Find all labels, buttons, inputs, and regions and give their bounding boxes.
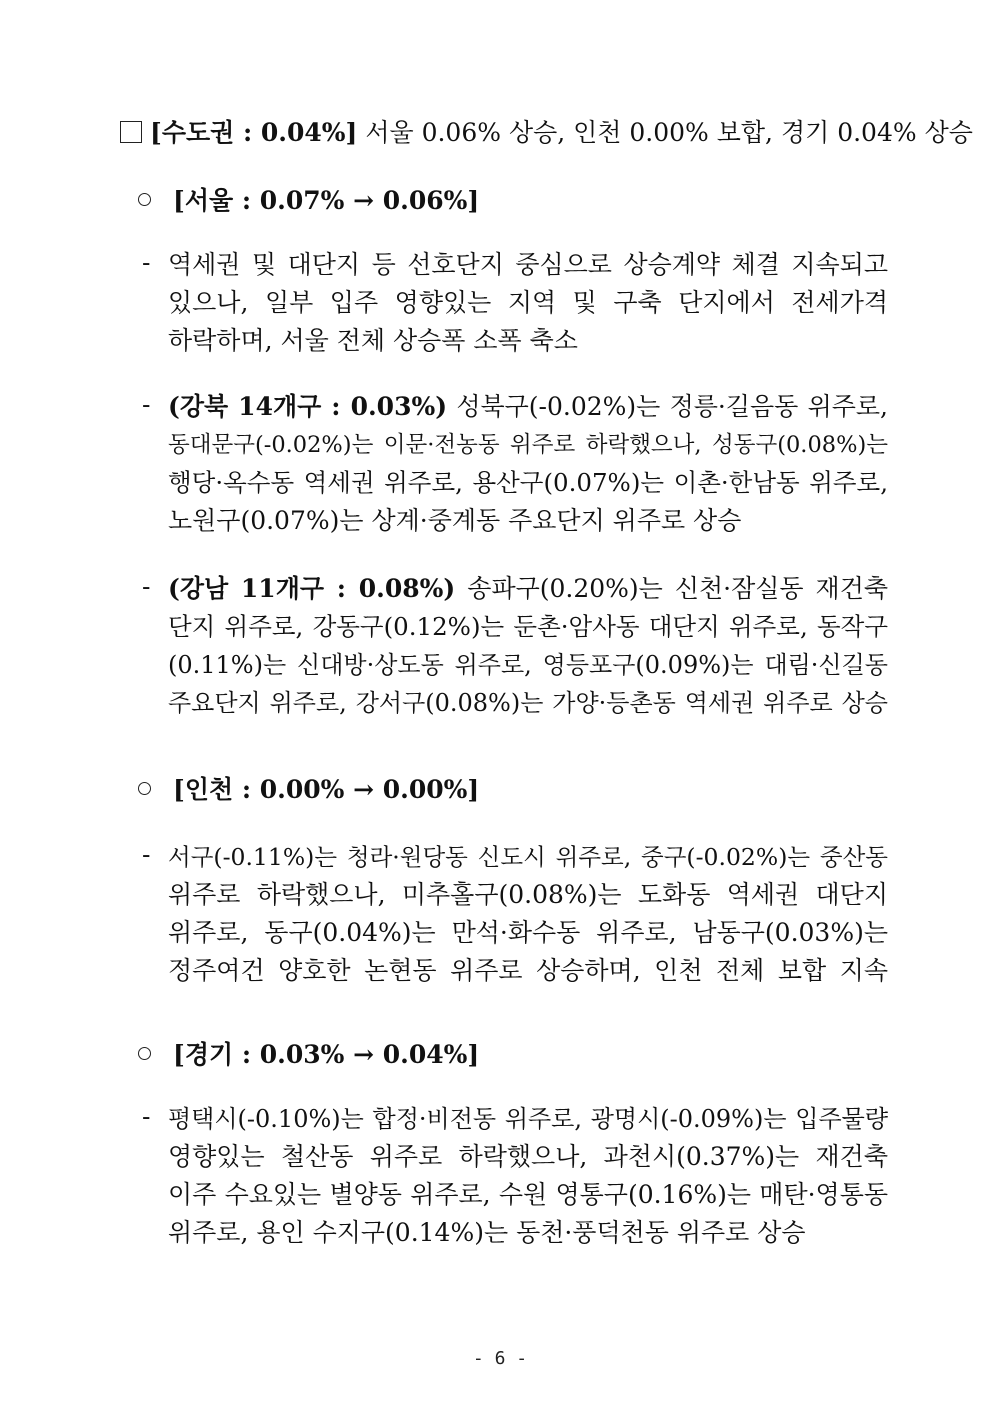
- dash-bullet: -: [142, 1102, 151, 1131]
- circle-bullet-icon: [138, 782, 151, 795]
- text-line: 행당·옥수동 역세권 위주로, 용산구(0.07%)는 이촌·한남동 위주로,: [168, 468, 888, 497]
- text-line: 역세권 및 대단지 등 선호단지 중심으로 상승계약 체결 지속되고: [168, 250, 888, 279]
- text-line: 노원구(0.07%)는 상계·중계동 주요단지 위주로 상승: [168, 506, 742, 535]
- text-line: 주요단지 위주로, 강서구(0.08%)는 가양·등촌동 역세권 위주로 상승: [168, 689, 888, 717]
- gyeonggi-heading: [138, 1038, 479, 1072]
- checkbox-square-icon: [120, 121, 142, 143]
- text-line: 위주로, 용인 수지구(0.14%)는 동천·풍덕천동 위주로 상승: [168, 1218, 806, 1247]
- text-line: 정주여건 양호한 논현동 위주로 상승하며, 인천 전체 보합 지속: [168, 956, 888, 985]
- dash-bullet: -: [142, 572, 151, 601]
- text-line: 단지 위주로, 강동구(0.12%)는 둔촌·암사동 대단지 위주로, 동작구: [168, 612, 888, 641]
- dash-bullet: -: [142, 840, 151, 869]
- dash-bullet: -: [142, 248, 151, 277]
- gangbuk-line-rest: 성북구(-0.02%)는 정릉·길음동 위주로,: [447, 392, 888, 421]
- gyeonggi-heading-text: [경기 : 0.03% → 0.04%]: [173, 1040, 480, 1069]
- text-line: 동대문구(-0.02%)는 이문·전농동 위주로 하락했으나, 성동구(0.08%)는: [168, 432, 888, 458]
- text-line: [168, 570, 888, 608]
- seoul-heading-text: [서울 : 0.07% → 0.06%]: [173, 186, 480, 215]
- text-line: [168, 388, 888, 426]
- text-line: 서구(-0.11%)는 청라·원당동 신도시 위주로, 중구(-0.02%)는 중산동: [168, 843, 888, 871]
- text-line: 영향있는 철산동 위주로 하락했으나, 과천시(0.37%)는 재건축: [168, 1142, 888, 1171]
- incheon-heading: [138, 773, 479, 807]
- text-line: 위주로, 동구(0.04%)는 만석·화수동 위주로, 남동구(0.03%)는: [168, 918, 888, 947]
- text-line: 평택시(-0.10%)는 합정·비전동 위주로, 광명시(-0.09%)는 입주물량: [168, 1105, 888, 1133]
- incheon-heading-text: [인천 : 0.00% → 0.00%]: [173, 775, 480, 804]
- gangnam-label: (강남 11개구 : 0.08%): [168, 574, 456, 603]
- capital-area-summary: 서울 0.06% 상승, 인천 0.00% 보합, 경기 0.04% 상승: [357, 118, 973, 147]
- capital-area-label: [수도권 : 0.04%]: [150, 118, 358, 147]
- seoul-heading: [138, 184, 479, 218]
- gangbuk-label: (강북 14개구 : 0.03%): [168, 392, 448, 421]
- gangnam-line-rest: 송파구(0.20%)는 신천·잠실동 재건축: [455, 574, 889, 603]
- section-header-capital-area: [120, 116, 973, 150]
- page-number: - 6 -: [472, 1348, 528, 1369]
- text-line: 이주 수요있는 별양동 위주로, 수원 영통구(0.16%)는 매탄·영통동: [168, 1180, 888, 1209]
- circle-bullet-icon: [138, 1047, 151, 1060]
- circle-bullet-icon: [138, 193, 151, 206]
- text-line: 하락하며, 서울 전체 상승폭 소폭 축소: [168, 326, 578, 355]
- text-line: (0.11%)는 신대방·상도동 위주로, 영등포구(0.09%)는 대림·신길동: [168, 651, 888, 679]
- text-line: 위주로 하락했으나, 미추홀구(0.08%)는 도화동 역세권 대단지: [168, 880, 888, 909]
- text-line: 있으나, 일부 입주 영향있는 지역 및 구축 단지에서 전세가격: [168, 288, 888, 317]
- dash-bullet: -: [142, 390, 151, 419]
